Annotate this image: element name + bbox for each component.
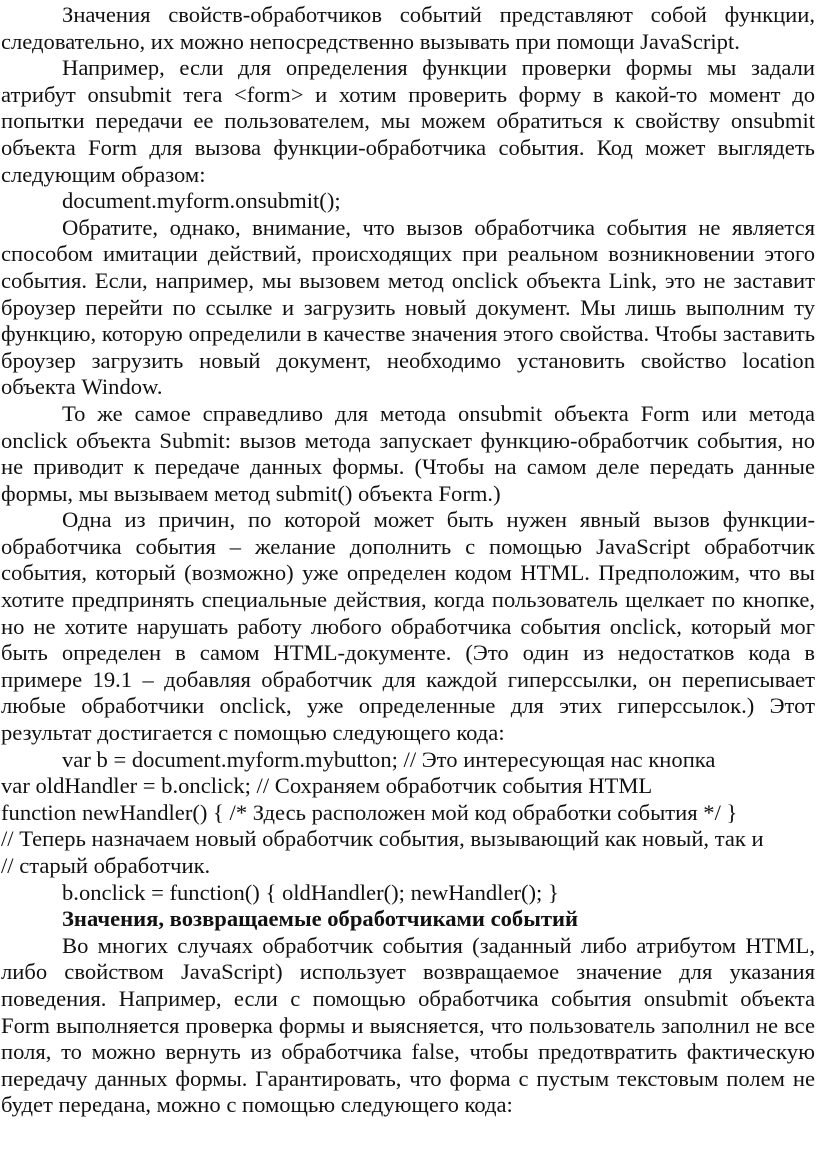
code-line-6: b.onclick = function() { oldHandler(); newHandler(); } (62, 879, 559, 905)
code-line-5: // старый обработчик. (1, 853, 211, 878)
code-line-1: var b = document.myform.mybutton; // Это интересующая нас кнопка (62, 746, 716, 772)
paragraph-imitation-note: Обратите, однако, внимание, что вызов обработчика события не является способом имитации действий, происходящих при реальном возникновении этого события. Если, например, мы вызовем метод onclick объекта Link, это не заставит броузер перейти по ссылке и загрузить новый документ. Мы лишь выполним ту функцию, которую определили в качестве значения этого свойства. Чтобы заставить броузер загрузить новый документ, необходимо установить свойство location объекта Window. (1, 214, 815, 400)
code-line-2: var oldHandler = b.onclick; // Сохраняем обработчик события HTML (1, 773, 653, 799)
code-line-4: // Теперь назначаем новый обработчик события, вызывающий как новый, так и (1, 826, 764, 852)
paragraph-return-values: Во многих случаях обработчик события (заданный либо атрибутом HTML, либо свойством JavaScript) использует возвращаемое значение для указания поведения. Например, если с помощью обработчика события onsubmit объекта Form выполняется проверка формы и выясняется, что пользователь заполнил не все поля, то можно вернуть из обработчика false, чтобы предотвратить фактическую передачу данных формы. Гарантировать, что форма с пустым текстовым полем не будет передана, можно с помощью следующего кода: (1, 932, 815, 1118)
paragraph-onsubmit-example: Например, если для определения функции проверки формы мы задали атрибут onsubmit тега <form> и хотим проверить форму в какой-то момент до попытки передачи ее пользователем, мы можем обратиться к свойству onsubmit объекта Form для вызова функции-обработчика события. Код может выглядеть следующим образом: (1, 55, 815, 187)
paragraph-explicit-call-reason: Одна из причин, по которой может быть нужен явный вызов функции-обработчика события – желание дополнить с помощью JavaScript обработчик события, который (возможно) уже определен кодом HTML. Предположим, что вы хотите предпринять специальные действия, когда пользователь щелкает по кнопке, но не хотите нарушать работу любого обработчика события onclick, который мог быть определен в самом HTML-документе. (Это один из недостатков кода в примере 19.1 – добавляя обработчик для каждой гиперссылки, он переписывает любые обработчики onclick, уже определенные для этих гиперссылок.) Этот результат достигается с помощью следующего кода: (1, 507, 815, 746)
paragraph-form-submit-note: То же самое справедливо для метода onsubmit объекта Form или метода onclick объекта Submit: вызов метода запускает функцию-обработчик события, но не приводит к передаче данных формы. (Чтобы на самом деле передать данные формы, мы вызываем метод submit() объекта Form.) (1, 400, 815, 506)
section-heading-return-values: Значения, возвращаемые обработчиками событий (62, 906, 578, 932)
code-line-3: function newHandler() { /* Здесь расположен мой код обработки события */ } (1, 799, 738, 825)
paragraph-handler-properties: Значения свойств-обработчиков событий представляют собой функции, следовательно, их можно непосредственно вызывать при помощи JavaScript. (1, 2, 815, 54)
code-onsubmit-call: document.myform.onsubmit(); (62, 188, 341, 214)
